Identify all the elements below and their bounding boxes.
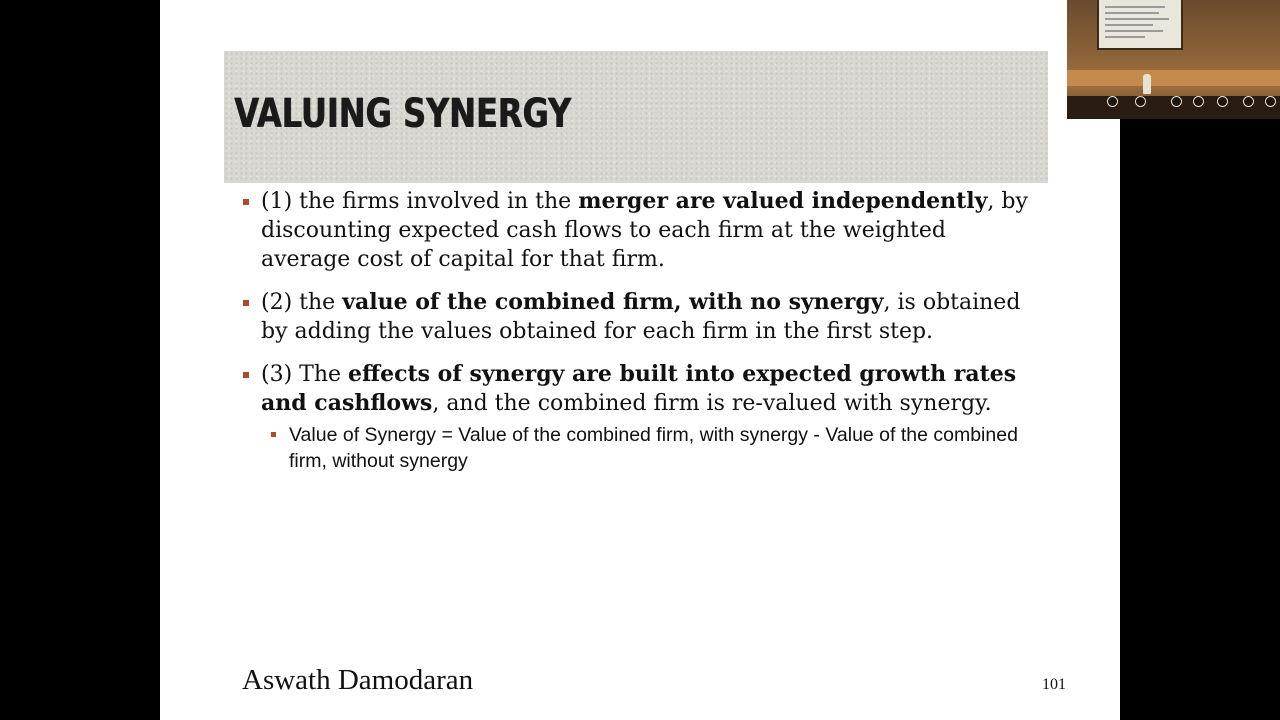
lecture-hall-stage xyxy=(1067,70,1280,86)
bullet-2 xyxy=(242,288,1042,346)
slide-content xyxy=(242,187,1042,474)
title-band xyxy=(224,51,1048,183)
bullet-1 xyxy=(242,187,1042,274)
slide xyxy=(160,0,1120,720)
sub-bullet-synergy-formula: Value of Synergy = Value of the combined firm, with synergy - Value of the combined firm, without synergy xyxy=(270,422,1042,474)
bullet-1-text-a: (1) the firms involved in the xyxy=(261,189,579,214)
bullet-3 xyxy=(242,360,1042,418)
bullet-1-bold: merger are valued independently xyxy=(578,188,988,214)
page-number: 101 xyxy=(1042,676,1066,693)
lecture-hall-screen xyxy=(1097,0,1183,50)
bullet-3-text-a: (3) The xyxy=(261,362,349,387)
bullet-1-text-b: , by discounting expected cash flows to each firm at the weighted average cost of capital for that firm. xyxy=(261,189,1028,272)
bullet-3-text-b: , and the combined firm is re-valued with synergy. xyxy=(432,391,992,416)
bullet-2-text-b: , is obtained by adding the values obtained for each firm in the first step. xyxy=(261,290,1021,344)
author-name: Aswath Damodaran xyxy=(242,664,474,696)
slide-title: VALUING SYNERGY xyxy=(234,91,571,137)
speaker-figure xyxy=(1143,74,1151,94)
bullet-2-text-a: (2) the xyxy=(261,290,343,315)
bullet-2-bold: value of the combined firm, with no synergy xyxy=(342,289,884,315)
webcam-inset xyxy=(1067,0,1280,119)
bullet-3-bold: effects of synergy are built into expected growth rates and cashflows xyxy=(261,361,1017,416)
